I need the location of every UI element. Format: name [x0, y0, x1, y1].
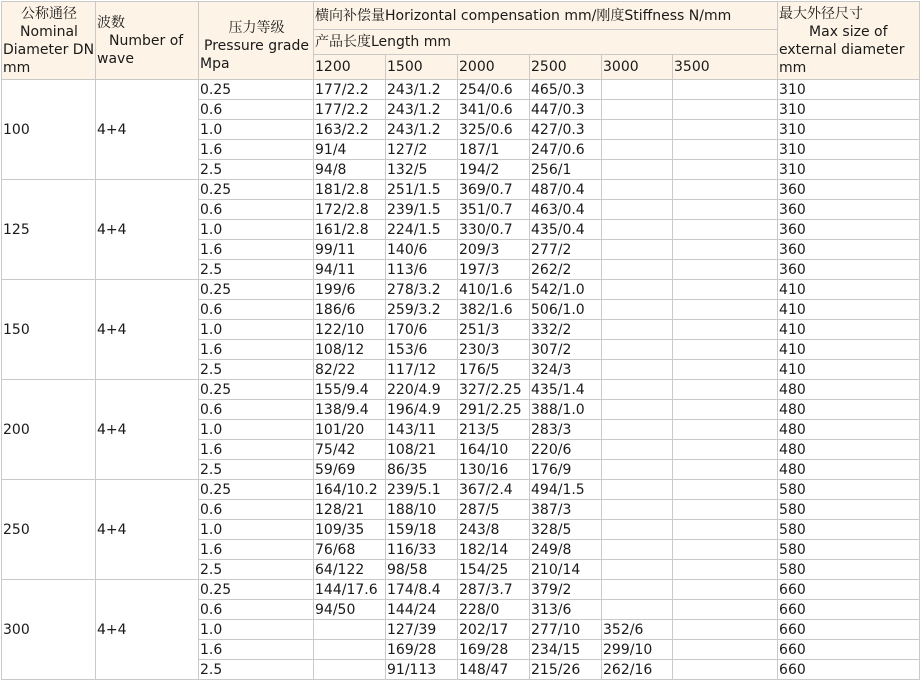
cell-compensation-stiffness: 341/0.6	[458, 100, 530, 120]
cell-compensation-stiffness	[602, 220, 673, 240]
cell-pressure-grade: 0.25	[199, 80, 314, 100]
cell-compensation-stiffness	[602, 120, 673, 140]
cell-compensation-stiffness: 186/6	[314, 300, 386, 320]
cell-compensation-stiffness: 243/8	[458, 520, 530, 540]
header-max-external-diameter: 最大外径尺寸 Max size of external diameter mm	[778, 2, 920, 80]
cell-compensation-stiffness: 94/50	[314, 600, 386, 620]
cell-compensation-stiffness: 277/2	[530, 240, 602, 260]
cell-pressure-grade: 1.0	[199, 520, 314, 540]
cell-pressure-grade: 0.6	[199, 500, 314, 520]
cell-compensation-stiffness: 327/2.25	[458, 380, 530, 400]
cell-nominal-diameter: 300	[2, 580, 96, 680]
cell-compensation-stiffness: 155/9.4	[314, 380, 386, 400]
cell-compensation-stiffness: 215/26	[530, 660, 602, 680]
table-row	[2, 180, 920, 200]
cell-max-external-diameter: 310	[778, 160, 920, 180]
cell-max-external-diameter: 310	[778, 140, 920, 160]
cell-compensation-stiffness	[673, 220, 778, 240]
cell-max-external-diameter: 480	[778, 440, 920, 460]
cell-compensation-stiffness: 210/14	[530, 560, 602, 580]
cell-compensation-stiffness: 447/0.3	[530, 100, 602, 120]
cell-compensation-stiffness	[673, 380, 778, 400]
cell-compensation-stiffness: 387/3	[530, 500, 602, 520]
cell-compensation-stiffness: 313/6	[530, 600, 602, 620]
header-nominal-diameter: 公称通径 Nominal Diameter DN mm	[2, 2, 96, 80]
cell-compensation-stiffness: 164/10	[458, 440, 530, 460]
cell-compensation-stiffness: 230/3	[458, 340, 530, 360]
cell-max-external-diameter: 360	[778, 260, 920, 280]
cell-compensation-stiffness	[602, 100, 673, 120]
cell-compensation-stiffness	[673, 180, 778, 200]
cell-compensation-stiffness: 64/122	[314, 560, 386, 580]
cell-compensation-stiffness: 177/2.2	[314, 80, 386, 100]
cell-compensation-stiffness	[673, 240, 778, 260]
cell-compensation-stiffness	[602, 440, 673, 460]
cell-pressure-grade: 0.6	[199, 200, 314, 220]
cell-compensation-stiffness	[602, 380, 673, 400]
cell-compensation-stiffness: 108/21	[386, 440, 458, 460]
cell-compensation-stiffness	[602, 540, 673, 560]
header-length-value: 2000	[458, 55, 530, 80]
cell-compensation-stiffness: 132/5	[386, 160, 458, 180]
cell-compensation-stiffness: 182/14	[458, 540, 530, 560]
cell-compensation-stiffness: 196/4.9	[386, 400, 458, 420]
cell-max-external-diameter: 580	[778, 500, 920, 520]
cell-compensation-stiffness: 199/6	[314, 280, 386, 300]
cell-max-external-diameter: 660	[778, 600, 920, 620]
cell-compensation-stiffness: 494/1.5	[530, 480, 602, 500]
cell-pressure-grade: 0.25	[199, 280, 314, 300]
cell-pressure-grade: 0.6	[199, 400, 314, 420]
cell-max-external-diameter: 360	[778, 200, 920, 220]
cell-compensation-stiffness: 506/1.0	[530, 300, 602, 320]
cell-compensation-stiffness: 153/6	[386, 340, 458, 360]
cell-pressure-grade: 1.0	[199, 220, 314, 240]
cell-max-external-diameter: 480	[778, 380, 920, 400]
cell-compensation-stiffness: 163/2.2	[314, 120, 386, 140]
cell-compensation-stiffness: 94/11	[314, 260, 386, 280]
table-row	[2, 80, 920, 100]
cell-compensation-stiffness: 187/1	[458, 140, 530, 160]
cell-pressure-grade: 0.25	[199, 480, 314, 500]
cell-max-external-diameter: 660	[778, 660, 920, 680]
cell-pressure-grade: 0.25	[199, 580, 314, 600]
cell-compensation-stiffness: 367/2.4	[458, 480, 530, 500]
cell-compensation-stiffness	[602, 240, 673, 260]
cell-number-of-wave: 4+4	[96, 580, 199, 680]
cell-compensation-stiffness: 109/35	[314, 520, 386, 540]
cell-compensation-stiffness: 278/3.2	[386, 280, 458, 300]
cell-compensation-stiffness: 251/1.5	[386, 180, 458, 200]
cell-compensation-stiffness	[673, 420, 778, 440]
cell-compensation-stiffness	[602, 160, 673, 180]
cell-compensation-stiffness: 259/3.2	[386, 300, 458, 320]
cell-pressure-grade: 0.6	[199, 100, 314, 120]
cell-compensation-stiffness	[673, 200, 778, 220]
cell-compensation-stiffness: 174/8.4	[386, 580, 458, 600]
cell-compensation-stiffness: 82/22	[314, 360, 386, 380]
cell-compensation-stiffness	[602, 580, 673, 600]
cell-pressure-grade: 1.0	[199, 320, 314, 340]
cell-compensation-stiffness: 328/5	[530, 520, 602, 540]
cell-pressure-grade: 0.6	[199, 600, 314, 620]
cell-compensation-stiffness: 202/17	[458, 620, 530, 640]
cell-compensation-stiffness	[673, 660, 778, 680]
cell-compensation-stiffness	[602, 340, 673, 360]
cell-compensation-stiffness: 116/33	[386, 540, 458, 560]
cell-compensation-stiffness: 161/2.8	[314, 220, 386, 240]
cell-compensation-stiffness: 287/3.7	[458, 580, 530, 600]
cell-compensation-stiffness: 247/0.6	[530, 140, 602, 160]
cell-compensation-stiffness: 291/2.25	[458, 400, 530, 420]
cell-pressure-grade: 1.0	[199, 420, 314, 440]
cell-compensation-stiffness: 194/2	[458, 160, 530, 180]
cell-compensation-stiffness: 127/39	[386, 620, 458, 640]
cell-compensation-stiffness: 154/25	[458, 560, 530, 580]
cell-max-external-diameter: 410	[778, 340, 920, 360]
cell-compensation-stiffness: 463/0.4	[530, 200, 602, 220]
cell-compensation-stiffness: 164/10.2	[314, 480, 386, 500]
cell-compensation-stiffness: 101/20	[314, 420, 386, 440]
cell-pressure-grade: 1.0	[199, 120, 314, 140]
cell-compensation-stiffness: 159/18	[386, 520, 458, 540]
cell-compensation-stiffness: 143/11	[386, 420, 458, 440]
cell-nominal-diameter: 125	[2, 180, 96, 280]
compensator-spec-table	[1, 1, 920, 680]
cell-compensation-stiffness	[673, 100, 778, 120]
cell-compensation-stiffness: 369/0.7	[458, 180, 530, 200]
cell-pressure-grade: 2.5	[199, 560, 314, 580]
cell-compensation-stiffness: 243/1.2	[386, 100, 458, 120]
cell-max-external-diameter: 580	[778, 540, 920, 560]
cell-compensation-stiffness	[673, 600, 778, 620]
cell-compensation-stiffness: 128/21	[314, 500, 386, 520]
cell-compensation-stiffness: 169/28	[458, 640, 530, 660]
cell-compensation-stiffness: 277/10	[530, 620, 602, 640]
cell-compensation-stiffness	[673, 400, 778, 420]
cell-compensation-stiffness	[314, 640, 386, 660]
cell-compensation-stiffness: 76/68	[314, 540, 386, 560]
cell-max-external-diameter: 480	[778, 400, 920, 420]
cell-pressure-grade: 2.5	[199, 460, 314, 480]
cell-number-of-wave: 4+4	[96, 180, 199, 280]
cell-compensation-stiffness	[673, 260, 778, 280]
header-product-length: 产品长度Length mm	[314, 30, 778, 55]
cell-pressure-grade: 2.5	[199, 260, 314, 280]
cell-compensation-stiffness: 170/6	[386, 320, 458, 340]
header-length-value: 3000	[602, 55, 673, 80]
cell-compensation-stiffness	[673, 80, 778, 100]
header-number-of-wave: 波数 Number of wave	[96, 2, 199, 80]
cell-compensation-stiffness: 249/8	[530, 540, 602, 560]
cell-compensation-stiffness: 188/10	[386, 500, 458, 520]
cell-compensation-stiffness: 220/6	[530, 440, 602, 460]
cell-compensation-stiffness: 542/1.0	[530, 280, 602, 300]
cell-compensation-stiffness: 144/24	[386, 600, 458, 620]
header-length-value: 2500	[530, 55, 602, 80]
cell-compensation-stiffness	[602, 200, 673, 220]
cell-compensation-stiffness: 144/17.6	[314, 580, 386, 600]
cell-compensation-stiffness: 228/0	[458, 600, 530, 620]
cell-pressure-grade: 0.6	[199, 300, 314, 320]
cell-max-external-diameter: 360	[778, 180, 920, 200]
cell-compensation-stiffness	[602, 300, 673, 320]
cell-compensation-stiffness	[673, 320, 778, 340]
cell-compensation-stiffness	[673, 520, 778, 540]
cell-compensation-stiffness: 113/6	[386, 260, 458, 280]
cell-compensation-stiffness: 98/58	[386, 560, 458, 580]
cell-compensation-stiffness: 382/1.6	[458, 300, 530, 320]
cell-nominal-diameter: 100	[2, 80, 96, 180]
cell-nominal-diameter: 250	[2, 480, 96, 580]
cell-compensation-stiffness	[602, 260, 673, 280]
header-length-value: 1500	[386, 55, 458, 80]
cell-compensation-stiffness: 262/2	[530, 260, 602, 280]
cell-nominal-diameter: 150	[2, 280, 96, 380]
cell-compensation-stiffness: 256/1	[530, 160, 602, 180]
cell-compensation-stiffness: 330/0.7	[458, 220, 530, 240]
cell-compensation-stiffness: 130/16	[458, 460, 530, 480]
cell-compensation-stiffness: 86/35	[386, 460, 458, 480]
cell-max-external-diameter: 410	[778, 280, 920, 300]
cell-pressure-grade: 1.6	[199, 240, 314, 260]
cell-compensation-stiffness: 224/1.5	[386, 220, 458, 240]
cell-compensation-stiffness: 379/2	[530, 580, 602, 600]
cell-compensation-stiffness: 243/1.2	[386, 120, 458, 140]
cell-number-of-wave: 4+4	[96, 80, 199, 180]
cell-compensation-stiffness: 176/5	[458, 360, 530, 380]
cell-compensation-stiffness	[314, 660, 386, 680]
cell-max-external-diameter: 480	[778, 460, 920, 480]
cell-pressure-grade: 1.6	[199, 140, 314, 160]
cell-compensation-stiffness: 91/113	[386, 660, 458, 680]
cell-max-external-diameter: 580	[778, 520, 920, 540]
cell-compensation-stiffness	[602, 180, 673, 200]
cell-compensation-stiffness: 148/47	[458, 660, 530, 680]
cell-compensation-stiffness: 213/5	[458, 420, 530, 440]
cell-compensation-stiffness	[673, 640, 778, 660]
cell-compensation-stiffness	[602, 560, 673, 580]
cell-compensation-stiffness	[602, 140, 673, 160]
table-row	[2, 580, 920, 600]
cell-max-external-diameter: 660	[778, 580, 920, 600]
cell-compensation-stiffness	[673, 460, 778, 480]
header-pressure-grade: 压力等级 Pressure grade Mpa	[199, 2, 314, 80]
cell-compensation-stiffness	[602, 480, 673, 500]
cell-compensation-stiffness: 283/3	[530, 420, 602, 440]
table-body	[2, 80, 920, 680]
cell-compensation-stiffness: 243/1.2	[386, 80, 458, 100]
cell-compensation-stiffness: 254/0.6	[458, 80, 530, 100]
cell-compensation-stiffness: 324/3	[530, 360, 602, 380]
cell-compensation-stiffness: 94/8	[314, 160, 386, 180]
cell-compensation-stiffness	[314, 620, 386, 640]
cell-compensation-stiffness: 127/2	[386, 140, 458, 160]
cell-compensation-stiffness	[602, 600, 673, 620]
cell-compensation-stiffness	[602, 400, 673, 420]
cell-compensation-stiffness: 108/12	[314, 340, 386, 360]
cell-compensation-stiffness: 307/2	[530, 340, 602, 360]
cell-max-external-diameter: 660	[778, 620, 920, 640]
cell-pressure-grade: 1.6	[199, 640, 314, 660]
cell-pressure-grade: 2.5	[199, 660, 314, 680]
cell-compensation-stiffness: 177/2.2	[314, 100, 386, 120]
cell-compensation-stiffness: 99/11	[314, 240, 386, 260]
cell-compensation-stiffness: 220/4.9	[386, 380, 458, 400]
table-row	[2, 280, 920, 300]
cell-compensation-stiffness	[673, 140, 778, 160]
cell-pressure-grade: 0.25	[199, 180, 314, 200]
cell-number-of-wave: 4+4	[96, 280, 199, 380]
cell-compensation-stiffness	[673, 120, 778, 140]
cell-compensation-stiffness: 352/6	[602, 620, 673, 640]
cell-compensation-stiffness	[602, 360, 673, 380]
cell-compensation-stiffness	[673, 540, 778, 560]
cell-compensation-stiffness: 251/3	[458, 320, 530, 340]
cell-compensation-stiffness: 239/1.5	[386, 200, 458, 220]
cell-compensation-stiffness: 209/3	[458, 240, 530, 260]
cell-compensation-stiffness: 332/2	[530, 320, 602, 340]
cell-pressure-grade: 1.6	[199, 540, 314, 560]
table-row	[2, 380, 920, 400]
cell-compensation-stiffness: 234/15	[530, 640, 602, 660]
cell-compensation-stiffness: 197/3	[458, 260, 530, 280]
cell-max-external-diameter: 310	[778, 80, 920, 100]
cell-compensation-stiffness	[673, 620, 778, 640]
cell-compensation-stiffness	[602, 320, 673, 340]
cell-max-external-diameter: 660	[778, 640, 920, 660]
cell-compensation-stiffness	[673, 340, 778, 360]
cell-compensation-stiffness	[673, 440, 778, 460]
cell-pressure-grade: 2.5	[199, 160, 314, 180]
cell-pressure-grade: 1.6	[199, 340, 314, 360]
cell-max-external-diameter: 310	[778, 120, 920, 140]
cell-compensation-stiffness: 435/1.4	[530, 380, 602, 400]
cell-compensation-stiffness: 75/42	[314, 440, 386, 460]
cell-pressure-grade: 2.5	[199, 360, 314, 380]
cell-compensation-stiffness: 169/28	[386, 640, 458, 660]
cell-max-external-diameter: 310	[778, 100, 920, 120]
cell-compensation-stiffness: 410/1.6	[458, 280, 530, 300]
cell-number-of-wave: 4+4	[96, 480, 199, 580]
cell-compensation-stiffness	[673, 300, 778, 320]
cell-compensation-stiffness: 487/0.4	[530, 180, 602, 200]
cell-compensation-stiffness	[673, 580, 778, 600]
cell-compensation-stiffness: 435/0.4	[530, 220, 602, 240]
cell-compensation-stiffness	[673, 500, 778, 520]
cell-compensation-stiffness: 427/0.3	[530, 120, 602, 140]
table-row	[2, 480, 920, 500]
header-length-value: 1200	[314, 55, 386, 80]
cell-compensation-stiffness: 262/16	[602, 660, 673, 680]
cell-max-external-diameter: 360	[778, 220, 920, 240]
cell-max-external-diameter: 580	[778, 560, 920, 580]
cell-max-external-diameter: 480	[778, 420, 920, 440]
cell-compensation-stiffness: 138/9.4	[314, 400, 386, 420]
cell-max-external-diameter: 410	[778, 300, 920, 320]
cell-compensation-stiffness: 388/1.0	[530, 400, 602, 420]
cell-max-external-diameter: 360	[778, 240, 920, 260]
cell-compensation-stiffness	[602, 500, 673, 520]
cell-max-external-diameter: 410	[778, 320, 920, 340]
cell-compensation-stiffness	[602, 420, 673, 440]
cell-nominal-diameter: 200	[2, 380, 96, 480]
cell-compensation-stiffness: 351/0.7	[458, 200, 530, 220]
header-horizontal-compensation: 横向补偿量Horizontal compensation mm/刚度Stiffness N/mm	[314, 2, 778, 30]
cell-compensation-stiffness: 176/9	[530, 460, 602, 480]
cell-compensation-stiffness	[673, 360, 778, 380]
cell-max-external-diameter: 410	[778, 360, 920, 380]
cell-compensation-stiffness	[602, 80, 673, 100]
cell-pressure-grade: 0.25	[199, 380, 314, 400]
cell-compensation-stiffness	[673, 160, 778, 180]
header-length-value: 3500	[673, 55, 778, 80]
cell-compensation-stiffness: 287/5	[458, 500, 530, 520]
cell-pressure-grade: 1.0	[199, 620, 314, 640]
cell-compensation-stiffness	[602, 520, 673, 540]
cell-compensation-stiffness	[673, 280, 778, 300]
cell-compensation-stiffness: 140/6	[386, 240, 458, 260]
cell-compensation-stiffness: 299/10	[602, 640, 673, 660]
cell-compensation-stiffness	[602, 460, 673, 480]
cell-compensation-stiffness: 172/2.8	[314, 200, 386, 220]
cell-number-of-wave: 4+4	[96, 380, 199, 480]
cell-compensation-stiffness: 117/12	[386, 360, 458, 380]
cell-compensation-stiffness	[673, 480, 778, 500]
cell-compensation-stiffness: 465/0.3	[530, 80, 602, 100]
cell-compensation-stiffness: 91/4	[314, 140, 386, 160]
cell-pressure-grade: 1.6	[199, 440, 314, 460]
cell-compensation-stiffness: 239/5.1	[386, 480, 458, 500]
cell-compensation-stiffness	[673, 560, 778, 580]
cell-compensation-stiffness: 181/2.8	[314, 180, 386, 200]
cell-max-external-diameter: 580	[778, 480, 920, 500]
cell-compensation-stiffness: 122/10	[314, 320, 386, 340]
cell-compensation-stiffness: 59/69	[314, 460, 386, 480]
cell-compensation-stiffness: 325/0.6	[458, 120, 530, 140]
cell-compensation-stiffness	[602, 280, 673, 300]
